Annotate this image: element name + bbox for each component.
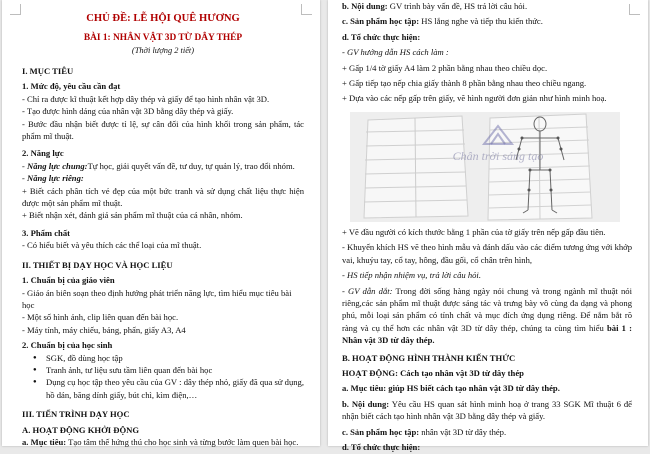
activity-content-text: Yêu cầu HS quan sát hình minh hoạ ở trang 33 SGK Mĩ thuật 6 để nhận biết cách tạo hình nhân vật 3D bằng dây thép và giấy. [342, 398, 632, 422]
folded-paper-illustration [350, 112, 620, 222]
general-competence-text: Tự học, giải quyết vấn đề, tư duy, tự quản lý, trao đổi nhóm. [87, 160, 295, 171]
text-line: + Vẽ đầu người có kích thước bằng 1 phần của tờ giấy trên nếp gấp đầu tiên. [342, 227, 606, 237]
text-line [22, 160, 304, 172]
subsection-teacher-prep: 1. Chuẩn bị của giáo viên [22, 275, 115, 286]
text-line: - Có hiểu biết và yêu thích các thể loại của mĩ thuật. [22, 240, 202, 251]
text-line [342, 15, 632, 27]
lesson-title: BÀI 1: NHÂN VẬT 3D TỪ DÂY THÉP [83, 33, 243, 43]
product-label: c. Sản phẩm học tập: [342, 16, 420, 27]
text-line: + Biết cách phân tích vẻ đẹp của một bức tranh và sử dụng chất liệu thực hiện được một sản phẩm mĩ thuật. [22, 185, 304, 209]
activity-product-label: c. Sản phẩm học tập: [342, 426, 420, 437]
document-page-right [328, 0, 648, 453]
list-item: ● Tranh ảnh, tư liệu sưu tầm liên quan đến bài học [46, 364, 304, 376]
teacher-guide: - GV hướng dẫn HS cách làm : [342, 47, 449, 58]
subsection-qualities: 3. Phẩm chất [22, 227, 70, 238]
general-competence-label: - Năng lực chung: [22, 160, 88, 171]
right-page-lower-content [342, 226, 632, 454]
section-objectives: I. MỤC TIÊU [22, 66, 74, 76]
subsection-requirements: 1. Mức độ, yêu cầu cần đạt [22, 81, 121, 92]
student-prep-list [22, 352, 304, 402]
subsection-competence: 2. Năng lực [22, 148, 64, 159]
text-line: - Giáo án biên soạn theo định hướng phát triển năng lực, tìm hiểu mục tiêu bài học [22, 287, 292, 310]
activity-organization: d. Tổ chức thực hiện: [342, 442, 421, 453]
section-knowledge: B. HOẠT ĐỘNG HÌNH THÀNH KIẾN THỨC [342, 352, 516, 363]
activity-title [342, 367, 632, 379]
intro-label: - GV dẫn dắt: [342, 285, 393, 296]
organization-label: d. Tổ chức thực hiện: [342, 31, 421, 42]
activity-text: Cách tạo nhân vật 3D từ dây thép [397, 368, 524, 379]
duration-note: (Thời lượng 2 tiết) [131, 46, 195, 55]
text-line [342, 0, 632, 12]
product-text: HS lắng nghe và tiếp thu kiến thức. [419, 16, 543, 27]
document-page-left [2, 0, 320, 446]
subsection-student-prep: 2. Chuẩn bị của học sinh [22, 340, 113, 351]
crop-mark [10, 4, 21, 15]
intro-bold: bài 1 : Nhân vật 3D từ dây thép. [342, 322, 632, 346]
text-line: - HS tiếp nhận nhiệm vụ, trả lời câu hỏi. [342, 270, 481, 281]
list-item: ● SGK, đồ dùng học tập [46, 352, 304, 364]
watermark-logo-icon [481, 122, 515, 148]
section-equipment: II. THIẾT BỊ DẠY HỌC VÀ HỌC LIỆU [22, 259, 173, 270]
text-line: - Khuyến khích HS vẽ theo hình mẫu và đánh dấu vào các điểm tương ứng với khớp vai, khuỷu tay, cổ tay, hông, đầu gối, cổ chân trên hình, [342, 242, 633, 265]
section-process: III. TIẾN TRÌNH DẠY HỌC [22, 409, 130, 420]
text-line: - Tạo được hình dáng của nhân vật 3D bằng dây thép và giấy. [22, 106, 234, 117]
watermark-text: Chân trời sáng tạo [452, 149, 544, 163]
activity-label: HOẠT ĐỘNG: [342, 368, 398, 379]
activity-goal: a. Mục tiêu: giúp HS biết cách tạo nhân vật 3D từ dây thép. [342, 383, 560, 394]
topic-title: CHỦ ĐỀ: LỄ HỘI QUÊ HƯƠNG [86, 13, 240, 24]
activity-warmup-title: A. HOẠT ĐỘNG KHỞI ĐỘNG [22, 424, 140, 435]
goal-label: a. Mục tiêu: [22, 436, 67, 447]
list-item: ● Dụng cụ học tập theo yêu cầu của GV : dây thép nhỏ, giấy đã qua sử dụng, hồ dán, băng dính giấy, bút chì, kìm điện,… [46, 376, 304, 401]
text-line: + Biết nhận xét, đánh giá sản phẩm mĩ thuật của cá nhân, nhóm. [22, 210, 243, 221]
special-competence-label: - Năng lực riêng: [22, 173, 84, 184]
intro-text: Trong đời sống hàng ngày nói chung và trong ngành mĩ thuật nói riêng,các sản phẩm mĩ thuật được sáng tác và trưng bày vô cùng đa dạng và phong phú, mỗi loại sản phẩm có tính chất và mục đích ứng dụng riêng. Để nắm bắt rõ ràng và cụ thể hơn các nhân vật 3D từ dây thép, chúng ta cùng tìm hiểu [342, 285, 632, 333]
activity-product-text: nhân vật 3D từ dây thép. [419, 426, 507, 437]
text-line: - Chỉ ra được kĩ thuật kết hợp dây thép và giấy để tạo hình nhân vật 3D. [22, 93, 270, 104]
step-line: + Dựa vào các nếp gấp trên giấy, vẽ hình người đơn giản như hình minh hoạ. [342, 93, 607, 104]
text-line: - Máy tính, máy chiếu, bảng, phấn, giấy A3, A4 [22, 324, 186, 335]
step-line: + Gấp 1/4 tờ giấy A4 làm 2 phần bằng nhau theo chiều dọc. [342, 62, 548, 73]
text-line [342, 398, 632, 423]
text-line: - Một số hình ảnh, clip liên quan đến bài học. [22, 312, 179, 323]
text-line [342, 426, 632, 438]
text-line [22, 436, 304, 448]
activity-content-label: b. Nội dung: [342, 398, 390, 409]
intro-paragraph [342, 285, 632, 347]
text-line: - Bước đầu nhận biết được tỉ lệ, sự cân đối của hình khối trong sản phẩm, tác phẩm mĩ thuật. [22, 118, 304, 142]
content-text: GV trình bày vấn đề, HS trả lời câu hỏi. [387, 1, 528, 11]
step-line: + Gấp tiếp tạo nếp chia giấy thành 8 phần bằng nhau theo chiều ngang. [342, 78, 587, 89]
goal-text: Tạo tâm thế hứng thú cho học sinh và từng bước làm quen bài học. [66, 436, 299, 447]
content-label: b. Nội dung: [342, 1, 388, 11]
